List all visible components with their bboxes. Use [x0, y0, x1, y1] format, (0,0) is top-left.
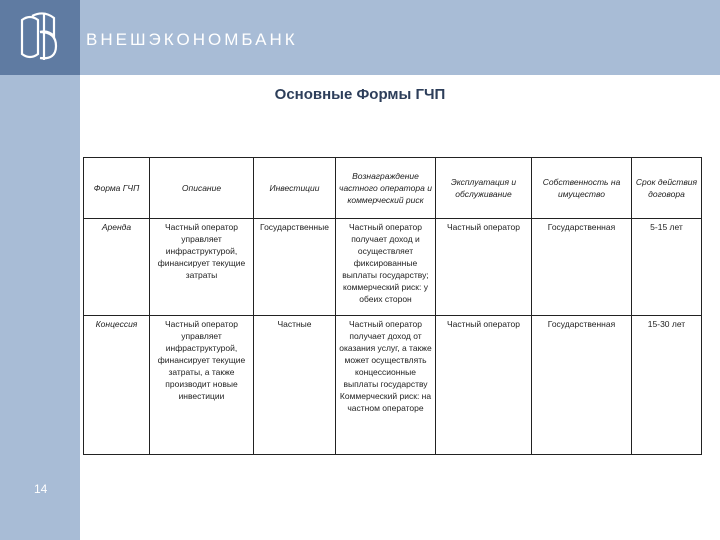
header-cell: Инвестиции: [254, 158, 336, 219]
table-cell: Частный оператор управляет инфраструктурой, финансирует текущие затраты, а также производит новые инвестиции: [150, 316, 254, 455]
header-cell: Описание: [150, 158, 254, 219]
table-cell: Частный оператор управляет инфраструктурой, финансирует текущие затраты: [150, 219, 254, 316]
logo: [0, 0, 80, 75]
table-cell: Государственная: [532, 316, 632, 455]
table-cell: Концессия: [84, 316, 150, 455]
header-cell: Собственность на имущество: [532, 158, 632, 219]
table-cell: Государственная: [532, 219, 632, 316]
table-row: [84, 316, 702, 455]
veb-logo-icon: [14, 10, 66, 66]
bank-name: ВНЕШЭКОНОМБАНК: [86, 30, 298, 49]
page-number: 14: [34, 482, 48, 496]
ppp-forms-table: [83, 157, 702, 455]
table-cell: 15-30 лет: [632, 316, 702, 455]
table-cell: Частные: [254, 316, 336, 455]
page-title: Основные Формы ГЧП: [274, 86, 446, 103]
header-cell: Вознаграждение частного оператора и коммерческий риск: [336, 158, 436, 219]
table-cell: Частный оператор получает доход и осуществляет фиксированные выплаты государству; коммерческий риск: у обеих сторон: [336, 219, 436, 316]
header-cell: Срок действия договора: [632, 158, 702, 219]
table-cell: 5-15 лет: [632, 219, 702, 316]
header-cell: Эксплуатация и обслуживание: [436, 158, 532, 219]
table-cell: Аренда: [84, 219, 150, 316]
table-cell: Частный оператор: [436, 219, 532, 316]
table-row: [84, 219, 702, 316]
table-header-row: [84, 158, 702, 219]
table-cell: Частный оператор: [436, 316, 532, 455]
header-cell: Форма ГЧП: [84, 158, 150, 219]
table-cell: Государственные: [254, 219, 336, 316]
header-bar: [0, 0, 720, 75]
left-sidebar-bar: [0, 75, 80, 540]
table-cell: Частный оператор получает доход от оказания услуг, а также может осуществлять концессионные выплаты государству Коммерческий риск: на частном операторе: [336, 316, 436, 455]
